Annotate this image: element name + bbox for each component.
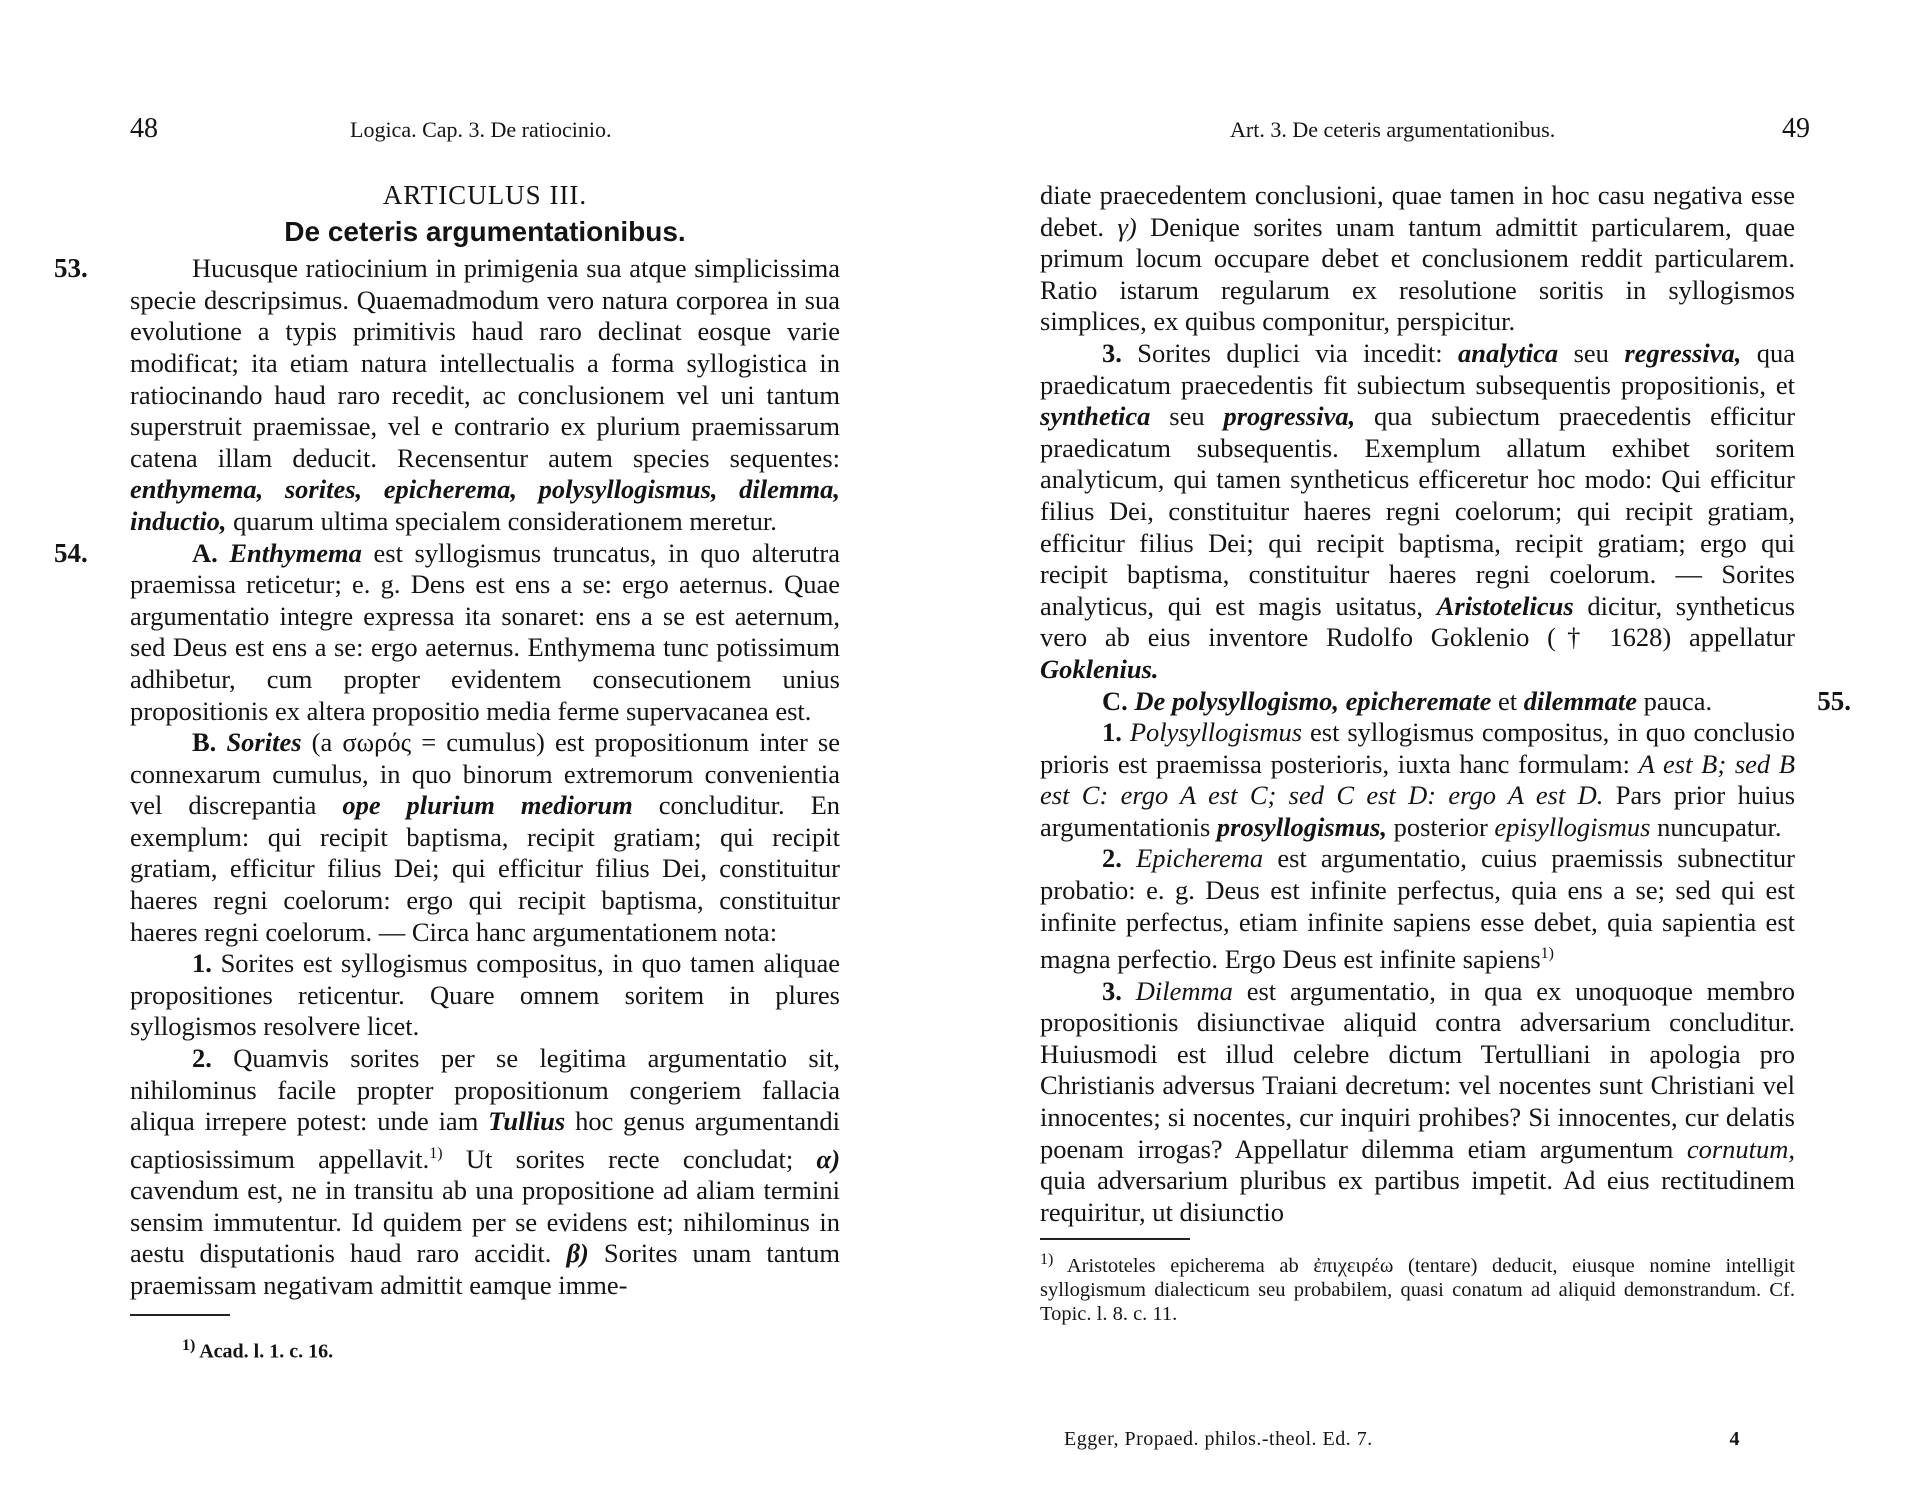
left-footnote: $^{1)}$ Acad. l. 1. c. 16. [182,1336,334,1363]
species-list: enthymema, sorites, epicherema, polysyllogismus, dilemma, inductio, [130,474,840,536]
footnote-ref: 1) [429,1144,443,1162]
right-page-number: 49 [1782,113,1810,144]
left-running-head [60,113,840,153]
paragraph-continuation: diate praecedentem conclusioni, quae tamen in hoc casu negativa esse debet. γ) Denique sorites unam tantum admittit particularem, quae primum locum occupare debet et conclusionem reddit particularem. Ratio istarum regularum ex resolutione soritis in syllogismos simplices, ex quibus componitur, perspicitur. [1040,180,1796,337]
signature-line [1064,1428,1760,1451]
paragraph-sorites-1: 1. Sorites est syllogismus compositus, in quo tamen aliquae propositiones reticentur. Quare omnem soritem in plures syllogismos resolvere licet. [130,948,840,1042]
margin-number-55: 55. [1817,685,1851,716]
term-sorites: Sorites [226,727,302,758]
margin-number-54: 54. [54,537,88,568]
right-running-head [1040,113,1820,153]
paragraph-C: 55. C. De polysyllogismo, epicheremate et dilemmate pauca. [1102,685,1851,716]
margin-number-53: 53. [54,253,88,284]
left-page-number: 48 [130,113,158,144]
right-running-title: Art. 3. De ceteris argumentationibus. [1230,117,1556,142]
footnote-rule [1040,1238,1190,1240]
term-enthymema: Enthymema [229,537,362,568]
left-body [54,180,841,1363]
formula: A est B; sed B est C: ergo A est C; sed C est D: ergo A est D. [1040,748,1796,811]
paragraph-polysyllogismus: 1. Polysyllogismus est syllogismus compositus, in quo conclusio prioris est praemissa posterioris, iuxta hanc formulam: A est B; sed B est C: ergo A est C; sed C est D: ergo A est D. Pars prior huius argumentationis prosyllogismus, posterior episyllogismus nuncupatur. [1040,717,1796,842]
signature-number: 4 [1729,1428,1740,1450]
footnote-ref: 1) [1540,945,1554,963]
paragraph-epicherema: 2. Epicherema est argumentatio, cuius praemissis subnectitur probatio: e. g. Deus est infinite perfectus, quia ens a se; sed qui est infinite perfectus, etiam infinite sapiens esse debet, quia sapientia est magna perfectio. Ergo Deus est infinite sapiens$^{1)}$ [1040,843,1795,975]
paragraph-54: 54. A. Enthymema est syllogismus truncatus, in quo alterutra praemissa reticetur; e. g. Dens est ens a se: ergo aeternus. Quae argumentatio integre expressa ita sonaret: ens a se est aeternum, sed Deus est ens a se: ergo aeternus. Enthymema tunc potissimum adhibetur, cum propter evidentem consecutionem unius propositionis ex altera propositio media ferme supervacanea est. [54,537,840,726]
paragraph-sorites: B. Sorites (a σωρός = cumulus) est propositionum inter se connexarum cumulus, in quo binorum extremorum convenientia vel discrepantia ope plurium mediorum concluditur. En exemplum: qui recipit baptisma, recipit gratiam; qui recipit gratiam, efficitur filius Dei; qui efficitur filius Dei, constituitur haeres regni coelorum: ergo qui recipit baptisma, constituitur haeres regni coelorum. — Circa hanc argumentationem nota: [130,727,841,947]
article-title: De ceteris argumentationibus. [284,215,686,247]
right-footnote: $^{1)}$ Aristoteles epicherema ab ἐπιχειρέω (tentare) deducit, eiusque nomine intelligit syllogismum dialecticum seu probabilem, quasi conatum ad aliquid demonstrandum. Cf. Topic. l. 8. c. 11. [1040,1251,1795,1326]
article-number: ARTICULUS III. [382,180,588,210]
paragraph-53: 53. Hucusque ratiocinium in primigenia sua atque simplicissima specie descripsimus. Quaemadmodum vero natura corporea in sua evolutione a typis primitivis haud raro declinat eosque varie modificat; ita etiam natura intellectualis a forma syllogistica in ratiocinando haud raro recedit, ac conclusionem vel uni tantum superstruit praemissae, vel e contrario ex plurium praemissarum catena illam deducit. Recensentur autem species sequentes: enthymema, sorites, epicherema, polysyllogismus, dilemma, inductio, quarum ultima specialem considerationem meretur. [54,253,840,536]
paragraph-sorites-2: 2. Quamvis sorites per se legitima argumentatio sit, nihilominus facile propter propositionum congeriem fallacia aliqua irrepere potest: unde iam Tullius hoc genus argumentandi captiosissimum appellavit.$^{1)}$ Ut sorites recte concludat; α) cavendum est, ne in transitu ab una propositione ad aliam termini sensim immutentur. Id quidem per se evidens est; nihilominus in aestu disputationis haud raro accidit. β) Sorites unam tantum praemissam negativam admittit eamque imme- [130,1043,841,1301]
signature-text: Egger, Propaed. philos.-theol. Ed. 7. [1064,1428,1373,1450]
paragraph-sorites-3: 3. Sorites duplici via incedit: analytica seu regressiva, qua praedicatum praecedentis fit subiectum subsequentis propositionis, et synthetica seu progressiva, qua subiectum praecedentis efficitur praedicatum subsequentis. Exemplum allatum exhibet soritem analyticum, qui tamen syntheticus efficeretur hoc modo: Qui efficitur filius Dei, constituitur haeres regni coelorum; qui recipit gratiam, efficitur filius Dei; qui recipit baptisma, recipit gratiam; ergo qui recipit baptisma, constituitur haeres regni coelorum. — Sorites analyticus, qui est magis usitatus, Aristotelicus dicitur, syntheticus vero ab eius inventore Rudolfo Goklenio († 1628) appellatur Goklenius. [1040,337,1796,684]
footnote-rule [130,1314,230,1316]
left-running-title: Logica. Cap. 3. De ratiocinio. [350,117,612,142]
right-body [1040,180,1851,1326]
paragraph-dilemma: 3. Dilemma est argumentatio, in qua ex unoquoque membro propositionis disiunctivae aliquid contra adversarium concluditur. Huiusmodi est illud celebre dictum Tertulliani in apologia pro Christianis adversus Traiani decretum: vel nocentes sunt Christiani vel innocentes; si nocentes, cur inquiri prohibes? Si innocentes, cur delatis poenam irrogas? Appellatur dilemma etiam argumentum cornutum, quia adversarium pluribus ex partibus impetit. Ad eius rectitudinem requiritur, ut disiunctio [1040,975,1796,1227]
